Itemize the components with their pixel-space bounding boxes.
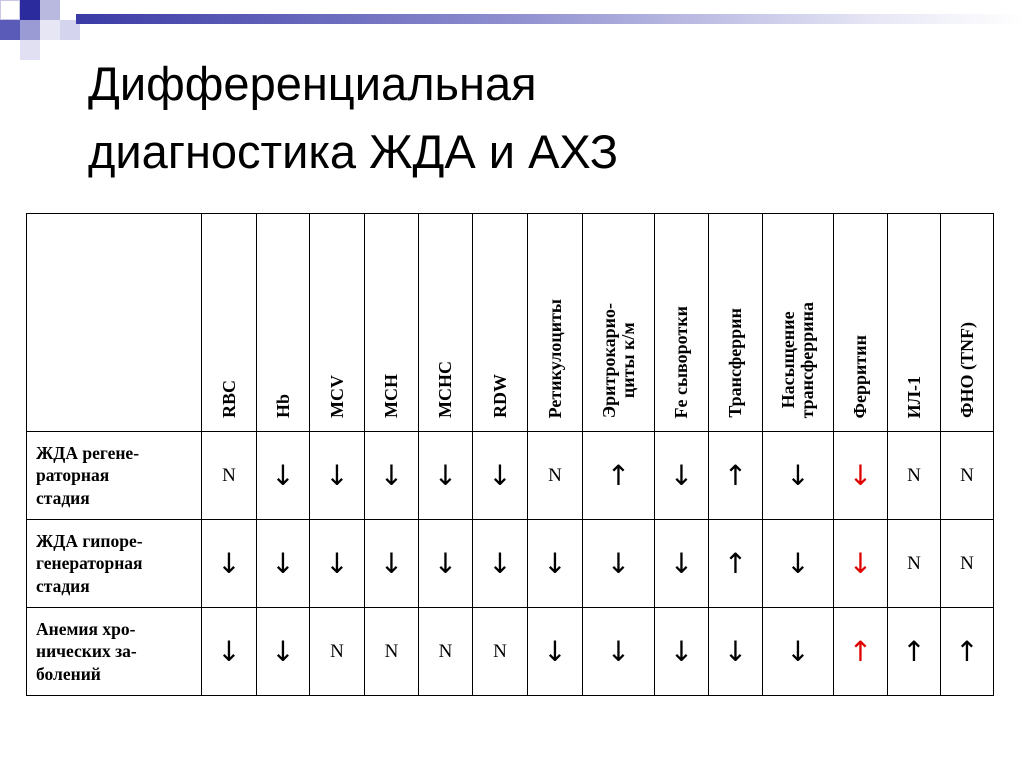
table-cell: ↑ (709, 432, 763, 520)
column-header (310, 214, 365, 432)
table-cell: ↑ (709, 520, 763, 608)
table-cell: ↓ (834, 520, 888, 608)
table-cell: N (888, 432, 941, 520)
table-cell: ↓ (202, 520, 257, 608)
table-cell: ↑ (941, 608, 994, 696)
column-header (257, 214, 310, 432)
table-header-row (27, 214, 994, 432)
slide-title (88, 50, 948, 186)
column-header (419, 214, 473, 432)
column-header-label: ИЛ-1 (903, 375, 924, 418)
decor-square (20, 20, 40, 40)
column-header-label: Трансферрин (725, 308, 745, 418)
column-header (583, 214, 655, 432)
row-label (27, 520, 202, 608)
table-cell: ↓ (365, 432, 419, 520)
slide-title-line1: Дифференциальная (88, 57, 537, 110)
table-cell: N (202, 432, 257, 520)
column-header (365, 214, 419, 432)
table-cell: N (365, 608, 419, 696)
row-label-text: ЖДА гипоре- генераторная стадия (36, 530, 143, 596)
row-label-text: ЖДА регене- раторная стадия (36, 442, 140, 508)
table-cell: ↓ (763, 432, 834, 520)
table-cell: N (310, 608, 365, 696)
decor-square (20, 40, 40, 60)
column-header-label: Ферритин (850, 334, 870, 418)
column-header-label: ФНО (TNF) (956, 322, 977, 418)
table-cell: N (941, 432, 994, 520)
column-header (528, 214, 583, 432)
table-cell: ↓ (528, 608, 583, 696)
table-cell: ↓ (763, 608, 834, 696)
table-cell: ↓ (365, 520, 419, 608)
column-header (709, 214, 763, 432)
table-row (27, 432, 994, 520)
table-cell: ↓ (583, 608, 655, 696)
slide-title-line2: диагностика ЖДА и АХЗ (88, 125, 619, 178)
table-row (27, 608, 994, 696)
column-header (888, 214, 941, 432)
column-header-label: Насыщение трансферрина (778, 301, 817, 418)
top-gradient-bar (76, 14, 1024, 24)
table-cell: ↓ (257, 520, 310, 608)
decor-square (40, 0, 60, 20)
table-cell: ↓ (419, 520, 473, 608)
table-cell: ↓ (709, 608, 763, 696)
table-cell: ↓ (834, 432, 888, 520)
table-cell: ↓ (257, 432, 310, 520)
table-cell: ↓ (655, 432, 709, 520)
table-body (27, 432, 994, 696)
table-cell: ↓ (473, 432, 528, 520)
decor-square (20, 0, 40, 20)
table-cell: ↓ (655, 608, 709, 696)
column-header-label: Fe сыворотки (671, 305, 691, 418)
table-cell: ↓ (763, 520, 834, 608)
table-cell: ↓ (583, 520, 655, 608)
table-cell: N (941, 520, 994, 608)
column-header (941, 214, 994, 432)
table-row (27, 520, 994, 608)
column-header-label: Hb (272, 393, 293, 418)
table-cell: ↓ (419, 432, 473, 520)
column-header (202, 214, 257, 432)
column-header (473, 214, 528, 432)
column-header-label: Ретикулоциты (544, 298, 565, 418)
table-cell: ↓ (202, 608, 257, 696)
table-cell: N (473, 608, 528, 696)
column-header (655, 214, 709, 432)
diagnosis-table (26, 213, 994, 696)
row-label (27, 608, 202, 696)
table-cell: ↓ (528, 520, 583, 608)
table-cell: ↑ (583, 432, 655, 520)
column-header (763, 214, 834, 432)
column-header-label: MCV (326, 375, 347, 418)
table-cell: ↓ (310, 432, 365, 520)
table-cell: N (419, 608, 473, 696)
table-cell: N (528, 432, 583, 520)
column-header-label: RBC (218, 379, 239, 418)
table-cell: ↓ (655, 520, 709, 608)
column-header-label: Эритрокарио- циты к/м (598, 302, 638, 418)
column-header (834, 214, 888, 432)
table-cell: N (888, 520, 941, 608)
row-label (27, 432, 202, 520)
table-cell: ↑ (888, 608, 941, 696)
row-label-text: Анемия хро- нических за- болений (36, 618, 137, 684)
table-cell: ↓ (257, 608, 310, 696)
table-cell: ↑ (834, 608, 888, 696)
table-cell: ↓ (310, 520, 365, 608)
corner-cell (27, 214, 202, 432)
column-header-label: MCH (381, 374, 401, 418)
decor-square (40, 20, 60, 40)
decor-square (0, 0, 20, 20)
column-header-label: MCHC (435, 361, 455, 418)
decor-square (0, 20, 20, 40)
column-header-label: RDW (489, 374, 510, 418)
table-cell: ↓ (473, 520, 528, 608)
